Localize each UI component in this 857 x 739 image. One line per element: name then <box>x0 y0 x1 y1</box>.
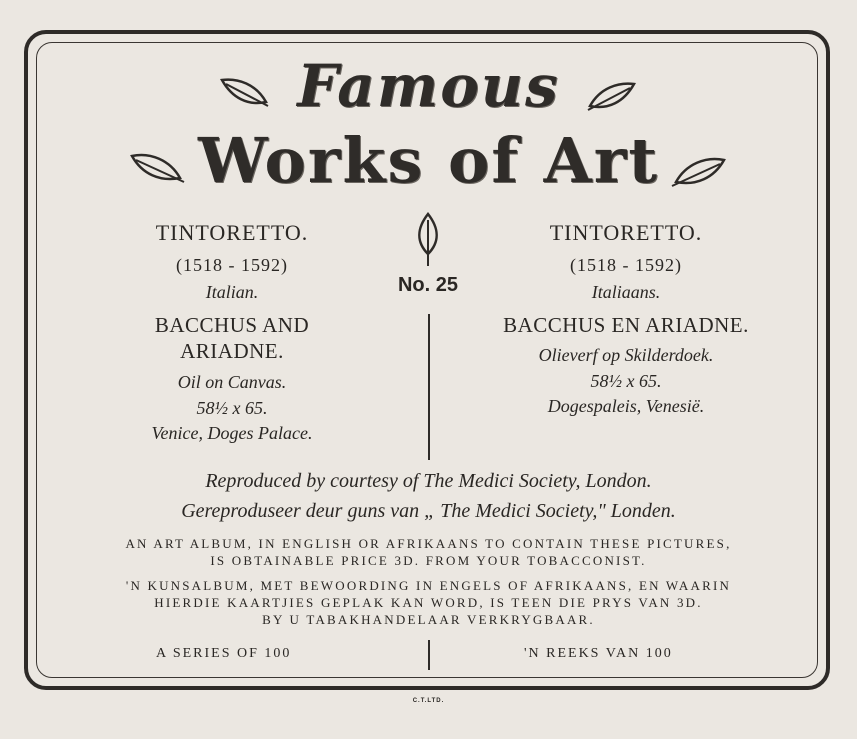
painting-title-en-line2: ARIADNE. <box>180 339 284 363</box>
nationality-en: Italian. <box>205 282 259 302</box>
courtesy-en: Reproduced by courtesy of The Medici Society, London. <box>205 470 652 492</box>
album-notice-af-line1: 'N KUNSALBUM, MET BEWOORDING IN ENGELS OF AFRIKAANS, EN WAARIN <box>125 578 732 593</box>
location-af: Dogespaleis, Venesië. <box>547 396 705 416</box>
nationality-af: Italiaans. <box>591 282 661 302</box>
artist-name-af: TINTORETTO. <box>549 220 703 245</box>
artist-dates-en: (1518 - 1592) <box>176 255 288 275</box>
painting-title-en-line1: BACCHUS AND <box>154 313 310 337</box>
series-count-en: A SERIES OF 100 <box>156 646 292 661</box>
medium-en: Oil on Canvas. <box>177 372 287 392</box>
courtesy-af: Gereproduseer deur guns van „ The Medici Society," Londen. <box>181 500 676 522</box>
size-en: 58½ x 65. <box>196 398 268 418</box>
artist-name-en: TINTORETTO. <box>155 220 309 245</box>
size-af: 58½ x 65. <box>590 371 662 391</box>
painting-title-af: BACCHUS EN ARIADNE. <box>503 313 749 337</box>
column-divider <box>428 314 430 460</box>
leaf-spade-icon <box>413 212 443 268</box>
album-notice-en-line2: IS OBTAINABLE PRICE 3D. FROM YOUR TOBACCONIST. <box>210 553 647 568</box>
card-number: No. 25 <box>397 274 459 296</box>
location-en: Venice, Doges Palace. <box>151 423 313 443</box>
footer-divider <box>428 640 430 670</box>
album-notice-en-line1: AN ART ALBUM, IN ENGLISH OR AFRIKAANS TO CONTAIN THESE PICTURES, <box>125 536 732 551</box>
medium-af: Olieverf op Skilderdoek. <box>538 345 714 365</box>
album-notice-af-line3: BY U TABAKHANDELAAR VERKRYGBAAR. <box>262 612 595 627</box>
series-count-af: 'N REEKS VAN 100 <box>524 646 673 661</box>
album-notice-af-line2: HIERDIE KAARTJIES GEPLAK KAN WORD, IS TEEN DIE PRYS VAN 3D. <box>154 595 703 610</box>
printer-credit: C.T.LTD. <box>412 698 445 704</box>
title-line-2: Works of Art <box>197 124 660 197</box>
title-line-1: Famous <box>297 52 560 120</box>
artist-dates-af: (1518 - 1592) <box>570 255 682 275</box>
